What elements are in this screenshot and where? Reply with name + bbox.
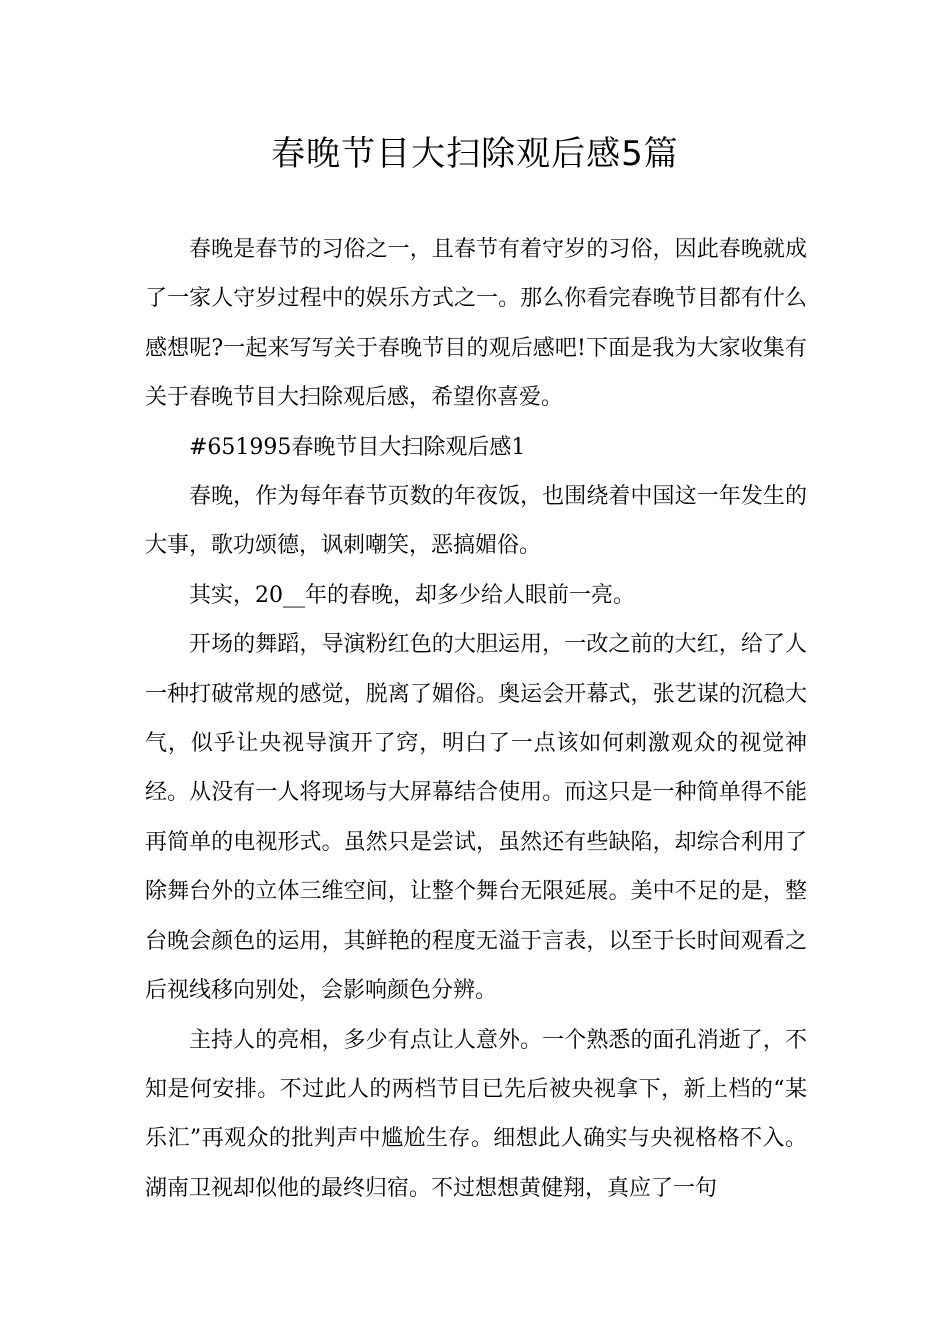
paragraph: 春晚，作为每年春节页数的年夜饭，也围绕着中国这一年发生的大事，歌功颂德，讽刺嘲笑，恶搞媚俗。 (145, 484, 807, 559)
paragraph-intro: 春晚是春节的习俗之一，且春节有着守岁的习俗，因此春晚就成了一家人守岁过程中的娱乐方式之一。那么你看完春晚节目都有什么感想呢?一起来写写关于春晚节目的观后感吧!下面是我为大家收集有关于春晚节目大扫除观后感，希望你喜爱。 (145, 237, 807, 411)
paragraph: 其实，20__年的春晚，却多少给人眼前一亮。 (189, 582, 635, 608)
paragraph: 开场的舞蹈，导演粉红色的大胆运用，一改之前的大红，给了人一种打破常规的感觉，脱离了媚俗。奥运会开幕式，张艺谋的沉稳大气，似乎让央视导演开了窍，明白了一点该如何刺激观众的视觉神经。从没有一人将现场与大屏幕结合使用。而这只是一种简单得不能再简单的电视形式。虽然只是尝试，虽然还有些缺陷，却综合利用了除舞台外的立体三维空间，让整个舞台无限延展。美中不足的是，整台晚会颜色的运用，其鲜艳的程度无溢于言表，以至于长时间观看之后视线移向别处，会影响颜色分辨。 (145, 632, 807, 1004)
document-title: 春晚节目大扫除观后感5篇 (271, 134, 679, 174)
paragraph: 主持人的亮相，多少有点让人意外。一个熟悉的面孔消逝了，不知是何安排。不过此人的两档节目已先后被央视拿下，新上档的“某乐汇”再观众的批判声中尴尬生存。细想此人确实与央视格格不入。湖南卫视却似他的最终归宿。不过想想黄健翔，真应了一句 (145, 1027, 807, 1201)
document-body (145, 225, 807, 1213)
section-heading: #651995春晚节目大扫除观后感1 (189, 434, 526, 460)
